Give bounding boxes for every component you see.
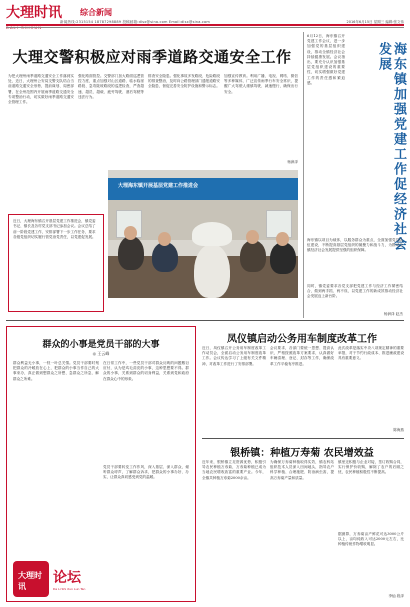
photo-person — [240, 240, 266, 272]
masthead-subrule — [6, 27, 404, 28]
lunta-seal-text: 大理时讯 — [18, 570, 42, 591]
section-name: 综合新闻 — [80, 8, 112, 17]
photo-person-head — [158, 232, 171, 246]
meeting-photo — [108, 170, 298, 298]
article-three-column-2: 为确保万寿菊种植取得实效，镇农科站组织技术人员深入田间地头，指导农户科学种植、合理施肥、防治病虫害，提高万寿菊产量和质量。 — [270, 460, 334, 480]
photo-banner-text: 大理海东镇开展基层党建工作推进会 — [118, 183, 199, 189]
lunta-seal — [13, 561, 49, 597]
sidebar-column-1: 6月12日，海东镇召开党建工作会议，进一步加强党的基层组织建设，推动全镇经济社会持续健康发展。会议指出，要充分认识加强基层党组织建设的重要性，切实增强做好党建工作的责任感和紧迫感。 — [307, 34, 345, 85]
photo-person — [118, 236, 144, 270]
main-article-signature: 杨润泽 — [287, 160, 298, 164]
lunta-logo — [13, 561, 93, 597]
masthead-logo-text: 大理时讯 — [6, 5, 62, 21]
photo-person — [270, 242, 296, 274]
article-two-column-1: 近日，凤仪镇召开公务用车制度改革工作动员会，全面启动公务用车制度改革工作。会议传达学习了上级有关文件精神，对改革工作进行了安排部署。 — [202, 346, 266, 366]
masthead-date: 2016年6月15日 星期三 编辑:张文伟 — [346, 20, 404, 24]
main-article-column-4: 加强宣传教育。利用广播、电视、网络、微信等多种媒体，广泛宣传雨季行车安全常识，提醒广大驾驶人谨慎驾驶、减速慢行，确保出行安全。 — [224, 74, 298, 94]
photo-person-head — [124, 226, 137, 240]
sidebar-headline: 海东镇加强党建工作促经济社会发展 — [376, 42, 406, 252]
article-three-column-1: 近年来，银桥镇立足资源优势，积极引导农民种植万寿菊，万寿菊种植已成为当地农民增收致富的重要产业。今年，全镇共种植万寿菊2000余亩。 — [202, 460, 266, 480]
masthead-logo — [6, 4, 62, 22]
article-two-column-3: 此次改革是落实中央八项规定精神的重要举措，对于节约行政成本、推进廉政建设具有重要意义。 — [338, 346, 404, 361]
feature-title: 群众的小事是党员干部的大事 — [42, 340, 160, 350]
column-divider — [303, 32, 304, 318]
lunta-en: Da Li Shi Xun Lun Tan — [53, 587, 86, 591]
article-three-signature: 李灿 段泽 — [388, 594, 404, 598]
article-rule — [202, 438, 404, 439]
article-two-column-2: 会议要求，各部门要统一思想、提高认识，严格按照改革方案要求，认真做好车辆清理、登记、封存等工作，确保改革工作平稳有序推进。 — [270, 346, 334, 366]
photo-person-head — [246, 230, 259, 244]
photo-person-head — [276, 232, 289, 246]
main-article-column-3: 排查安全隐患。强化事故多发路段、危险路段的排查整治，及时向公路管理部门通报道路安全隐患，督促完善安全防护设施和警示标志。 — [148, 74, 220, 89]
article-two-headline: 凤仪镇启动公务用车制度改革工作 — [227, 334, 377, 345]
feature-author: ◎ 王云峰 — [92, 351, 110, 356]
photo-caption: 近日，大理海东镇召开基层党建工作推进会，镇党委书记、镇长及各村党支部书记参加会议。会议总结了前一阶段党建工作，安排部署下一步工作任务，要求各级党组织切实履行管党治党责任，以党建促发展。 — [8, 214, 104, 312]
article-three-column-3: 镇里还积极与企业对接，签订收购合同，实行保护价收购，解除了农户的后顾之忧，农民种植积极性不断提高。 — [338, 460, 404, 475]
main-article-column-2: 强化路面管控。交警部门加大路面巡逻管控力度，重点加强对山区道路、临水临崖路段、急弯陡坡路段的巡逻检查，严查超速、超员、超载、疲劳驾驶、酒后驾驶等违法行为。 — [78, 74, 144, 99]
photo-person — [152, 242, 178, 272]
article-two-signature: 陈海燕 — [393, 428, 404, 432]
feature-column-3: 党员干部要转变工作作风，深入基层、深入群众，倾听群众呼声，了解群众诉求，把群众的小事办好、办实，让群众真切感受到党的温暖。 — [103, 465, 189, 480]
sidebar-column-2: 海东镇以项目为载体，以服务群众为重点，全面加强党员队伍建设，不断提高基层党组织的凝聚力和战斗力，为推动全镇经济社会发展提供坚强的组织保障。 — [307, 238, 403, 253]
masthead-info: 新闻热线:2315154 18787298889 投稿邮箱:dlsx@sina.com Email:dlsx@sina.com — [60, 20, 210, 24]
main-article-column-1: 为把大理州雨季道路交通安全工作落到实处，近日，大理州公安局交警支队结合当前道路交通安全形势，提前谋划、周密部署，在全州范围内开展雨季道路交通安全专项整治行动，切实做好雨季道路交通安全管理工作。 — [8, 74, 74, 105]
feature-column-2: 在日常工作中，一些党员干部对群众反映的问题敷衍应付，认为是鸡毛蒜皮的小事，这种思想要不得。群众的小事，关系到群众的切身利益，关系到党和政府在群众心中的形象。 — [103, 361, 189, 381]
photo-person-hat — [192, 222, 232, 246]
section-rule — [6, 320, 404, 321]
masthead-logo-en — [6, 19, 42, 37]
sidebar-column-3: 同时，镇党委要求各党支部把党建工作与经济工作紧密结合，做到两手抓、两不误，以党建工作的新成效推动经济社会发展迈上新台阶。 — [307, 284, 403, 299]
feature-box — [6, 326, 196, 602]
article-three-column-4: 据测算，万寿菊亩产鲜花可达3000公斤以上，亩均纯收入可达2000元左右，比种植传统作物增收明显。 — [338, 532, 404, 547]
sidebar-signature: 杨润泽 赵杰 — [383, 312, 403, 316]
article-three-headline: 银桥镇：种植万寿菊 农民增效益 — [230, 448, 374, 459]
masthead-rule — [6, 24, 404, 26]
main-headline: 大理交警积极应对雨季道路交通安全工作 — [12, 48, 292, 66]
feature-column-1: 群众利益无小事，一枝一叶总关情。党员干部要时刻把群众的冷暖放在心上，把群众的小事当作自己的大事来办，真正做到想群众之所想、急群众之所急、解群众之所难。 — [13, 361, 99, 381]
photo-person — [194, 244, 230, 298]
lunta-word: 论坛 — [53, 570, 81, 586]
